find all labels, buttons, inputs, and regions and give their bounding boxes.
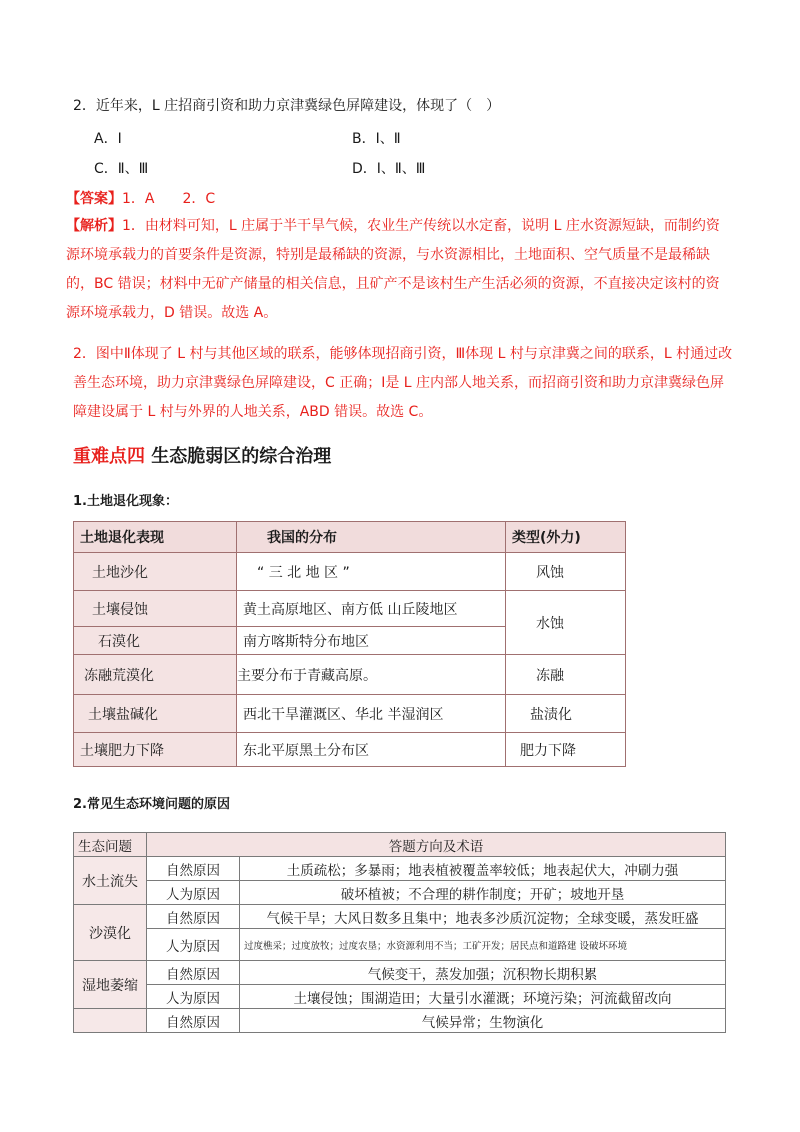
cause-desc-cell: 土质疏松；多暴雨；地表植被覆盖率较低；地表起伏大，冲刷力强 bbox=[240, 857, 726, 881]
table-cell: 土壤侵蚀 bbox=[74, 591, 237, 627]
cause-type-cell: 自然原因 bbox=[147, 1009, 240, 1033]
cause-type-cell: 自然原因 bbox=[147, 961, 240, 985]
cause-desc-cell: 气候干旱；大风日数多且集中；地表多沙质沉淀物；全球变暖，蒸发旺盛 bbox=[240, 905, 726, 929]
cause-type-cell: 自然原因 bbox=[147, 857, 240, 881]
header-cell: 我国的分布 bbox=[237, 522, 506, 553]
table1-heading: 1.土地退化现象： bbox=[73, 494, 178, 509]
header-cell: 生态问题 bbox=[74, 833, 147, 857]
analysis-paragraph-2: 2．图中Ⅱ体现了 L 村与其他区域的联系，能够体现招商引资，Ⅲ体现 L 村与京津冀之间的联系，L 村通过改善生态环境，助力京津冀绿色屏障建设，C 正确；Ⅰ是 L 庄内部人地关系，而招商引资和助力京津冀绿色屏障建设属于 L 村与外界的人地关系，ABD 错误。故选 C。 bbox=[73, 346, 733, 420]
table-cell: 主要分布于青藏高原。 bbox=[237, 655, 506, 695]
table-row bbox=[74, 733, 626, 767]
table-row bbox=[74, 961, 726, 985]
problem-cell: 水土流失 bbox=[74, 857, 147, 905]
section-title bbox=[73, 442, 331, 468]
table-cell: 肥力下降 bbox=[506, 733, 626, 767]
analysis-text-1: 1．由材料可知，L 庄属于半干旱气候，农业生产传统以水定畜，说明 L 庄水资源短缺，而制约资源环境承载力的首要条件是资源，特别是最稀缺的资源，与水资源相比，土地面积、空气质量不是最稀缺的，BC 错误；材料中无矿产储量的相关信息，且矿产不是该村生产生活必须的资源，不直接决定该村的资源环境承载力，D 错误。故选 A。 bbox=[66, 218, 720, 321]
table-cell: 土地沙化 bbox=[74, 553, 237, 591]
cause-desc-cell: 过度樵采；过度放牧；过度农垦；水资源利用不当；工矿开发；居民点和道路建 设破坏环境 bbox=[240, 929, 726, 961]
table-cell: 风蚀 bbox=[506, 553, 626, 591]
table-cell: 土壤肥力下降 bbox=[74, 733, 237, 767]
option-b: B．Ⅰ、Ⅱ bbox=[352, 131, 401, 147]
table-row bbox=[74, 985, 726, 1009]
cause-type-cell: 人为原因 bbox=[147, 881, 240, 905]
table-row bbox=[74, 695, 626, 733]
table-row bbox=[74, 905, 726, 929]
header-cell: 土地退化表现 bbox=[74, 522, 237, 553]
cause-desc-cell: 破坏植被；不合理的耕作制度；开矿；坡地开垦 bbox=[240, 881, 726, 905]
answer-line bbox=[66, 189, 215, 209]
table-row bbox=[74, 1009, 726, 1033]
table-row bbox=[74, 553, 626, 591]
table-row bbox=[74, 655, 626, 695]
table-cell: 水蚀 bbox=[506, 591, 626, 655]
table-row bbox=[74, 857, 726, 881]
table-row bbox=[74, 881, 726, 905]
table-row bbox=[74, 929, 726, 961]
problem-cell: 沙漠化 bbox=[74, 905, 147, 961]
table-cell: 冻融荒漠化 bbox=[74, 655, 237, 695]
table-header-row bbox=[74, 833, 726, 857]
table-cell: 冻融 bbox=[506, 655, 626, 695]
answer-text: 1．A 2．C bbox=[122, 191, 216, 207]
table-cell: 西北干旱灌溉区、华北 半湿润区 bbox=[237, 695, 506, 733]
table-cell: 南方喀斯特分布地区 bbox=[237, 627, 506, 655]
table-cell: 黄土高原地区、南方低 山丘陵地区 bbox=[237, 591, 506, 627]
answer-label: 【答案】 bbox=[66, 191, 122, 207]
question-stem: 2．近年来，L 庄招商引资和助力京津冀绿色屏障建设，体现了（ ） bbox=[73, 98, 501, 114]
option-d: D．Ⅰ、Ⅱ、Ⅲ bbox=[352, 161, 426, 177]
table-cell: “ 三 北 地 区 ” bbox=[237, 553, 506, 591]
header-cell: 答题方向及术语 bbox=[147, 833, 726, 857]
problem-cell bbox=[74, 1009, 147, 1033]
section-prefix: 重难点四 bbox=[73, 446, 145, 467]
option-c: C．Ⅱ、Ⅲ bbox=[94, 161, 149, 177]
cause-type-cell: 自然原因 bbox=[147, 905, 240, 929]
problem-cell: 湿地萎缩 bbox=[74, 961, 147, 1009]
cause-desc-cell: 土壤侵蚀；围湖造田；大量引水灌溉；环境污染；河流截留改向 bbox=[240, 985, 726, 1009]
header-cell: 类型(外力) bbox=[506, 522, 626, 553]
table-cell: 石漠化 bbox=[74, 627, 237, 655]
cause-type-cell: 人为原因 bbox=[147, 929, 240, 961]
table-cell: 盐渍化 bbox=[506, 695, 626, 733]
option-a: A．Ⅰ bbox=[94, 131, 122, 147]
table-cell: 土壤盐碱化 bbox=[74, 695, 237, 733]
table-row bbox=[74, 591, 626, 627]
analysis-paragraph-1 bbox=[66, 212, 726, 328]
table-cell: 东北平原黑土分布区 bbox=[237, 733, 506, 767]
land-degradation-table bbox=[73, 521, 626, 767]
table2-heading: 2.常见生态环境问题的原因 bbox=[73, 797, 230, 812]
table-header-row bbox=[74, 522, 626, 553]
eco-problems-table bbox=[73, 832, 726, 1033]
analysis-label: 【解析】 bbox=[66, 218, 122, 234]
cause-type-cell: 人为原因 bbox=[147, 985, 240, 1009]
section-title-text: 生态脆弱区的综合治理 bbox=[151, 446, 332, 467]
cause-desc-cell: 气候异常；生物演化 bbox=[240, 1009, 726, 1033]
cause-desc-cell: 气候变干，蒸发加强；沉积物长期积累 bbox=[240, 961, 726, 985]
